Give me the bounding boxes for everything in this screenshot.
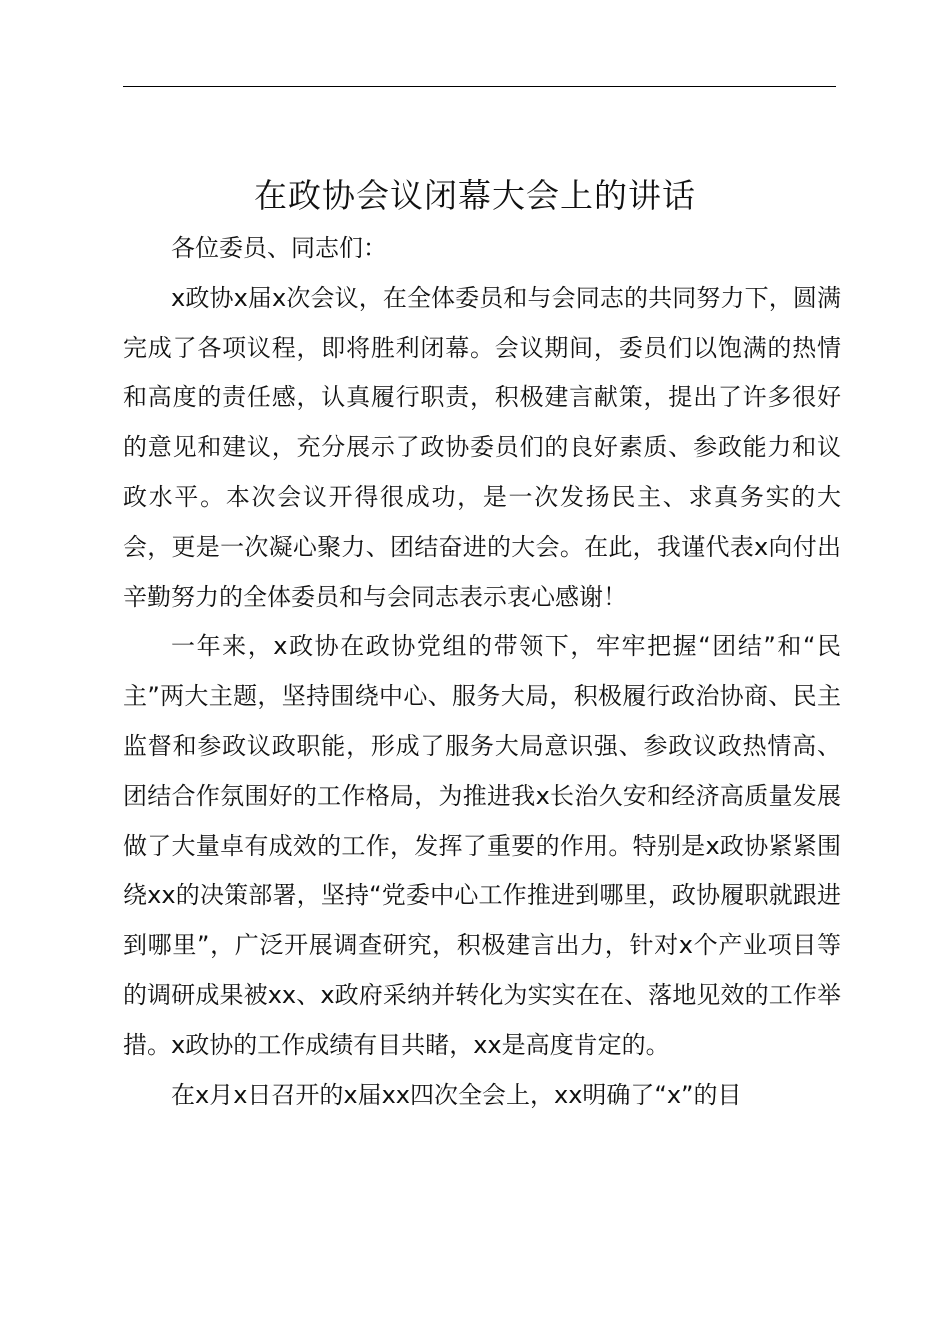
header-rule: [123, 86, 836, 87]
document-body: [123, 224, 841, 1120]
paragraph: 一年来，x政协在政协党组的带领下，牢牢把握“团结”和“民主”两大主题，坚持围绕中心、服务大局，积极履行政治协商、民主监督和参政议政职能，形成了服务大局意识强、参政议政热情高、团结合作氛围好的工作格局，为推进我x长治久安和经济高质量发展做了大量卓有成效的工作，发挥了重要的作用。特别是x政协紧紧围绕xx的决策部署，坚持“党委中心工作推进到哪里，政协履职就跟进到哪里”，广泛开展调查研究，积极建言出力，针对x个产业项目等的调研成果被xx、x政府采纳并转化为实实在在、落地见效的工作举措。x政协的工作成绩有目共睹，xx是高度肯定的。: [123, 632, 841, 1059]
paragraph: 在x月x日召开的x届xx四次全会上，xx明确了“x”的目: [171, 1080, 742, 1109]
document-title: 在政协会议闭幕大会上的讲话: [254, 176, 696, 216]
paragraph: x政协x届x次会议，在全体委员和与会同志的共同努力下，圆满完成了各项议程，即将胜利闭幕。会议期间，委员们以饱满的热情和高度的责任感，认真履行职责，积极建言献策，提出了许多很好的意见和建议，充分展示了政协委员们的良好素质、参政能力和议政水平。本次会议开得很成功，是一次发扬民主、求真务实的大会，更是一次凝心聚力、团结奋进的大会。在此，我谨代表x向付出辛勤努力的全体委员和与会同志表示衷心感谢！: [123, 283, 841, 611]
salutation: 各位委员、同志们：: [171, 234, 387, 262]
